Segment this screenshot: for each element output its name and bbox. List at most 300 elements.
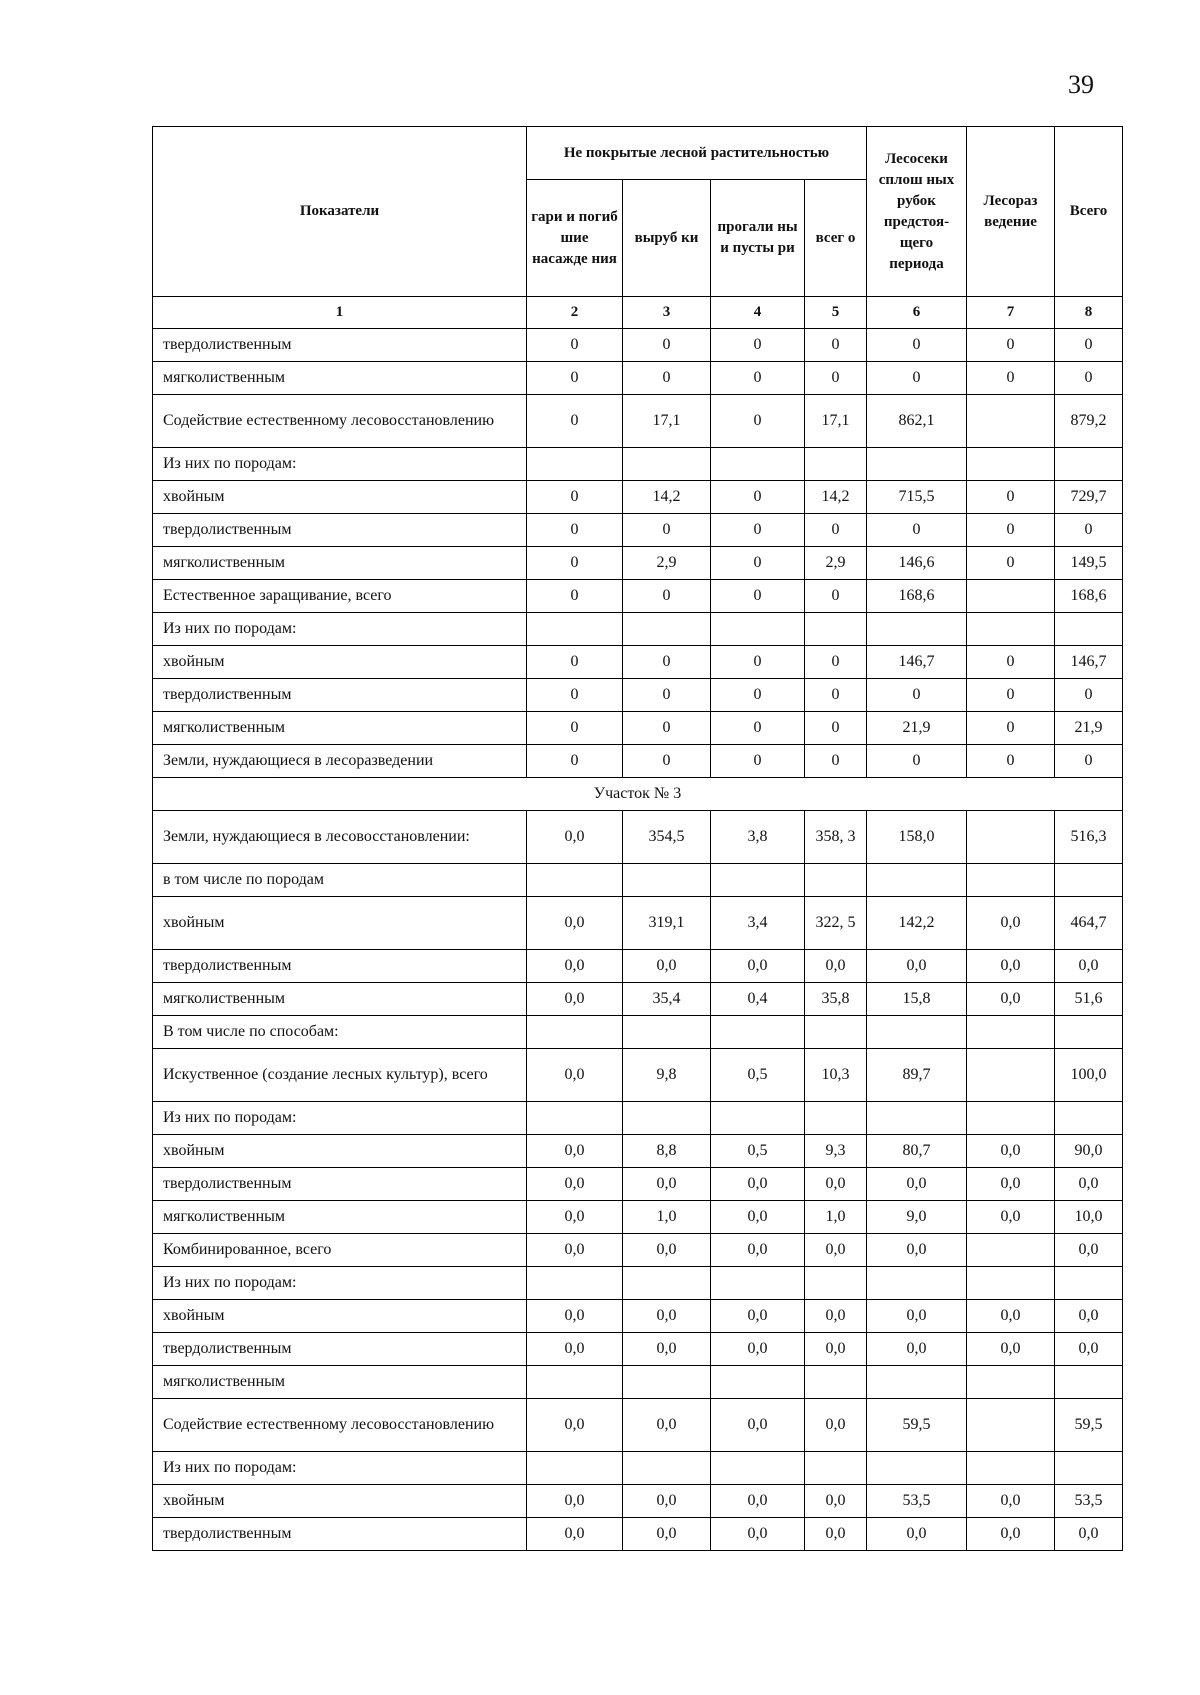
cell-value [623,1102,711,1135]
cell-value: 0,0 [967,1300,1055,1333]
cell-value: 17,1 [805,395,867,448]
cell-value [805,1016,867,1049]
cell-value: 15,8 [867,983,967,1016]
cell-value [527,1452,623,1485]
cell-value: 0,0 [623,1485,711,1518]
table-row [153,1399,1123,1452]
cell-value [967,1102,1055,1135]
cell-value [711,1102,805,1135]
cell-value: 516,3 [1055,811,1123,864]
cell-value: 0,0 [527,1333,623,1366]
cell-value: 0 [967,547,1055,580]
cell-value: 0 [967,712,1055,745]
cell-value: 0 [623,329,711,362]
cell-value: 0,0 [711,1300,805,1333]
table-row [153,950,1123,983]
cell-value: 0 [527,514,623,547]
table-row [153,1016,1123,1049]
cell-value [967,613,1055,646]
table-row [153,448,1123,481]
cell-value: 0 [805,646,867,679]
cell-value [805,1452,867,1485]
cell-value: 0 [805,514,867,547]
cell-value: 0,0 [805,1168,867,1201]
column-number: 8 [1055,297,1123,329]
cell-value [967,1049,1055,1102]
cell-value [805,1366,867,1399]
row-label: мягколиственным [153,712,527,745]
cell-value: 0,0 [527,950,623,983]
table-row [153,1201,1123,1234]
row-label: мягколиственным [153,983,527,1016]
cell-value [805,448,867,481]
table-row [153,1485,1123,1518]
row-label: Содействие естественному лесовосстановлению [153,1399,527,1452]
cell-value: 0,0 [967,1201,1055,1234]
row-label: твердолиственным [153,514,527,547]
row-label: мягколиственным [153,1201,527,1234]
table-row [153,679,1123,712]
cell-value: 100,0 [1055,1049,1123,1102]
table-row [153,1135,1123,1168]
cell-value: 9,8 [623,1049,711,1102]
cell-value [867,1267,967,1300]
cell-value [623,864,711,897]
cell-value: 0 [527,547,623,580]
table-row [153,329,1123,362]
cell-value: 0 [967,679,1055,712]
header-not-covered-group: Не покрытые лесной растительностью [527,127,867,180]
cell-value: 879,2 [1055,395,1123,448]
cell-value [711,448,805,481]
cell-value: 0,0 [867,1234,967,1267]
cell-value: 3,8 [711,811,805,864]
cell-value: 0,0 [527,1234,623,1267]
cell-value: 0,0 [623,1333,711,1366]
row-label: хвойным [153,481,527,514]
cell-value: 0 [711,646,805,679]
table-body-part1 [153,329,1123,778]
cell-value: 0,0 [967,1168,1055,1201]
cell-value: 0 [711,395,805,448]
cell-value [967,1234,1055,1267]
cell-value [867,448,967,481]
cell-value: 0,0 [711,1333,805,1366]
cell-value: 0,0 [805,1300,867,1333]
header-burned: гари и погиб шие насажде ния [527,180,623,297]
cell-value [711,864,805,897]
table-row [153,580,1123,613]
table-row [153,1366,1123,1399]
cell-value: 0 [527,712,623,745]
cell-value: 0,0 [967,897,1055,950]
cell-value [805,1267,867,1300]
cell-value [805,1102,867,1135]
cell-value: 0 [711,362,805,395]
cell-value: 354,5 [623,811,711,864]
column-number: 7 [967,297,1055,329]
row-label: мягколиственным [153,547,527,580]
row-label: хвойным [153,646,527,679]
row-label: Из них по породам: [153,1452,527,1485]
section-header-body [153,778,1123,811]
cell-value [623,448,711,481]
cell-value: 0 [711,514,805,547]
table-row [153,897,1123,950]
cell-value: 0,0 [527,1135,623,1168]
cell-value: 0,0 [867,1300,967,1333]
cell-value: 0,0 [711,950,805,983]
cell-value: 0 [711,712,805,745]
cell-value: 715,5 [867,481,967,514]
cell-value: 0,5 [711,1135,805,1168]
row-label: хвойным [153,1485,527,1518]
cell-value: 0 [711,679,805,712]
cell-value: 0,0 [967,1333,1055,1366]
cell-value: 158,0 [867,811,967,864]
table-row [153,362,1123,395]
cell-value: 0 [623,712,711,745]
row-label: Из них по породам: [153,1267,527,1300]
cell-value [967,864,1055,897]
cell-value: 0,0 [623,1518,711,1551]
cell-value [805,613,867,646]
cell-value: 2,9 [805,547,867,580]
cell-value: 0,0 [867,1168,967,1201]
cell-value [1055,1016,1123,1049]
cell-value: 146,7 [867,646,967,679]
row-label: твердолиственным [153,679,527,712]
cell-value [1055,448,1123,481]
table-row [153,1102,1123,1135]
cell-value: 1,0 [623,1201,711,1234]
cell-value [967,448,1055,481]
cell-value: 0,0 [527,1168,623,1201]
cell-value: 149,5 [1055,547,1123,580]
cell-value: 0,0 [805,950,867,983]
cell-value: 0 [623,362,711,395]
cell-value: 0 [1055,362,1123,395]
cell-value: 0,0 [527,1399,623,1452]
cell-value [623,613,711,646]
cell-value: 21,9 [1055,712,1123,745]
cell-value: 0 [623,745,711,778]
cell-value: 0,0 [527,811,623,864]
row-label: хвойным [153,1300,527,1333]
cell-value: 14,2 [805,481,867,514]
row-label: твердолиственным [153,1168,527,1201]
row-label: Из них по породам: [153,448,527,481]
cell-value [623,1452,711,1485]
cell-value: 0,0 [623,1168,711,1201]
cell-value: 0,0 [527,1300,623,1333]
cell-value [1055,1267,1123,1300]
cell-value [1055,1366,1123,1399]
cell-value: 0 [1055,679,1123,712]
cell-value [867,1452,967,1485]
cell-value [967,1016,1055,1049]
row-label: твердолиственным [153,1333,527,1366]
table-row [153,1234,1123,1267]
cell-value: 9,3 [805,1135,867,1168]
table-row [153,1452,1123,1485]
cell-value: 0 [711,329,805,362]
cell-value [527,1366,623,1399]
row-label: Земли, нуждающиеся в лесоразведении [153,745,527,778]
cell-value: 0,0 [711,1234,805,1267]
cell-value: 0 [967,329,1055,362]
cell-value: 59,5 [867,1399,967,1452]
cell-value: 0,0 [1055,1333,1123,1366]
cell-value [527,1267,623,1300]
row-label: мягколиственным [153,362,527,395]
cell-value [967,395,1055,448]
cell-value: 0,0 [527,1049,623,1102]
cell-value [967,1366,1055,1399]
column-number: 1 [153,297,527,329]
cell-value [711,1366,805,1399]
cell-value: 0,0 [1055,1300,1123,1333]
cell-value: 0,0 [623,1300,711,1333]
cell-value: 729,7 [1055,481,1123,514]
table-row [153,514,1123,547]
cell-value: 0 [805,580,867,613]
cell-value [711,1452,805,1485]
header-glades: прогали ны и пусты ри [711,180,805,297]
cell-value: 0,0 [867,1518,967,1551]
cell-value: 0 [527,329,623,362]
cell-value: 0,0 [527,897,623,950]
row-label: Земли, нуждающиеся в лесовосстановлении: [153,811,527,864]
header-total: Всего [1055,127,1123,297]
header-clearings: выруб ки [623,180,711,297]
cell-value: 0,0 [623,950,711,983]
cell-value: 0,0 [967,1135,1055,1168]
cell-value: 53,5 [867,1485,967,1518]
cell-value: 146,7 [1055,646,1123,679]
cell-value: 0,0 [805,1234,867,1267]
row-label: хвойным [153,1135,527,1168]
cell-value: 0 [867,329,967,362]
table-row [153,1168,1123,1201]
cell-value: 0,0 [1055,1168,1123,1201]
cell-value: 0 [711,481,805,514]
cell-value: 0,0 [623,1234,711,1267]
cell-value: 0,0 [805,1399,867,1452]
cell-value: 0,5 [711,1049,805,1102]
cell-value: 10,0 [1055,1201,1123,1234]
cell-value: 0,0 [805,1518,867,1551]
cell-value: 0 [623,580,711,613]
cell-value: 0,0 [967,983,1055,1016]
cell-value: 0 [867,362,967,395]
cell-value [867,1102,967,1135]
row-label: В том числе по способам: [153,1016,527,1049]
cell-value: 0,0 [711,1399,805,1452]
cell-value [867,1016,967,1049]
cell-value: 0 [867,745,967,778]
cell-value: 0,0 [1055,1518,1123,1551]
cell-value: 0 [967,745,1055,778]
table-row [153,481,1123,514]
header-indicators: Показатели [153,127,527,297]
cell-value: 0 [805,362,867,395]
table-row [153,1518,1123,1551]
table-row [153,811,1123,864]
cell-value: 0 [527,745,623,778]
cell-value: 0 [805,712,867,745]
cell-value: 0 [1055,514,1123,547]
column-number-row [153,297,1123,329]
row-label: твердолиственным [153,950,527,983]
cell-value: 0 [527,481,623,514]
cell-value [1055,613,1123,646]
cell-value: 35,4 [623,983,711,1016]
cell-value [867,1366,967,1399]
table-row [153,1333,1123,1366]
row-label: Из них по породам: [153,1102,527,1135]
cell-value: 0,0 [527,1485,623,1518]
cell-value: 0 [805,745,867,778]
cell-value [1055,864,1123,897]
table-row [153,395,1123,448]
column-number: 4 [711,297,805,329]
cell-value [1055,1102,1123,1135]
cell-value [1055,1452,1123,1485]
column-number: 3 [623,297,711,329]
cell-value: 0 [1055,745,1123,778]
cell-value: 0,0 [711,1168,805,1201]
cell-value: 0 [623,514,711,547]
cell-value: 89,7 [867,1049,967,1102]
cell-value [527,864,623,897]
cell-value: 358, 3 [805,811,867,864]
table-row [153,646,1123,679]
cell-value: 0,0 [711,1485,805,1518]
cell-value: 0 [805,679,867,712]
section-row [153,778,1123,811]
row-label: Содействие естественному лесовосстановлению [153,395,527,448]
cell-value: 0 [711,547,805,580]
cell-value: 9,0 [867,1201,967,1234]
cell-value [967,1452,1055,1485]
column-number: 6 [867,297,967,329]
table-row [153,1049,1123,1102]
cell-value [967,1399,1055,1452]
cell-value: 3,4 [711,897,805,950]
cell-value: 0 [867,514,967,547]
column-number: 2 [527,297,623,329]
cell-value: 0,0 [867,1333,967,1366]
cell-value: 1,0 [805,1201,867,1234]
row-label: твердолиственным [153,329,527,362]
row-label: Из них по породам: [153,613,527,646]
cell-value: 0 [967,481,1055,514]
cell-value: 0 [967,514,1055,547]
cell-value: 10,3 [805,1049,867,1102]
cell-value [623,1016,711,1049]
cell-value: 90,0 [1055,1135,1123,1168]
row-label: Искуственное (создание лесных культур), всего [153,1049,527,1102]
table-row [153,547,1123,580]
cell-value: 0 [527,395,623,448]
forest-restoration-table [152,126,1123,1551]
cell-value [805,864,867,897]
cell-value [711,613,805,646]
cell-value: 142,2 [867,897,967,950]
cell-value: 0 [623,679,711,712]
cell-value: 0,0 [967,1518,1055,1551]
cell-value: 0,0 [805,1485,867,1518]
cell-value: 35,8 [805,983,867,1016]
cell-value: 21,9 [867,712,967,745]
cell-value: 168,6 [1055,580,1123,613]
header-total-sub: всег о [805,180,867,297]
cell-value: 0,0 [967,1485,1055,1518]
header-afforestation: Лесораз ведение [967,127,1055,297]
cell-value: 0 [527,646,623,679]
cell-value: 146,6 [867,547,967,580]
cell-value: 0 [527,580,623,613]
cell-value: 53,5 [1055,1485,1123,1518]
cell-value: 14,2 [623,481,711,514]
cell-value [623,1267,711,1300]
cell-value: 0 [867,679,967,712]
cell-value [527,448,623,481]
cell-value [967,1267,1055,1300]
cell-value: 168,6 [867,580,967,613]
table-row [153,1267,1123,1300]
cell-value: 0 [527,362,623,395]
cell-value: 8,8 [623,1135,711,1168]
cell-value: 0 [967,646,1055,679]
cell-value: 0 [711,580,805,613]
cell-value: 319,1 [623,897,711,950]
cell-value: 0,0 [967,950,1055,983]
cell-value: 322, 5 [805,897,867,950]
cell-value: 464,7 [1055,897,1123,950]
cell-value [527,613,623,646]
cell-value: 0,0 [711,1201,805,1234]
column-number: 5 [805,297,867,329]
table-row [153,745,1123,778]
cell-value: 0,0 [1055,1234,1123,1267]
row-label: твердолиственным [153,1518,527,1551]
cell-value [623,1366,711,1399]
cell-value: 0,0 [527,1518,623,1551]
cell-value: 2,9 [623,547,711,580]
cell-value: 0 [623,646,711,679]
cell-value [527,1016,623,1049]
cell-value [711,1016,805,1049]
row-label: в том числе по породам [153,864,527,897]
row-label: Естественное заращивание, всего [153,580,527,613]
cell-value [867,613,967,646]
section-title: Участок № 3 [153,778,1123,811]
row-label: Комбинированное, всего [153,1234,527,1267]
cell-value: 80,7 [867,1135,967,1168]
table-body-part2 [153,811,1123,1551]
cell-value: 51,6 [1055,983,1123,1016]
cell-value: 0,0 [711,1518,805,1551]
row-label: мягколиственным [153,1366,527,1399]
cell-value [527,1102,623,1135]
cell-value: 0,0 [1055,950,1123,983]
cell-value: 0 [527,679,623,712]
cell-value [967,811,1055,864]
table-row [153,613,1123,646]
page-number: 39 [1068,70,1094,99]
